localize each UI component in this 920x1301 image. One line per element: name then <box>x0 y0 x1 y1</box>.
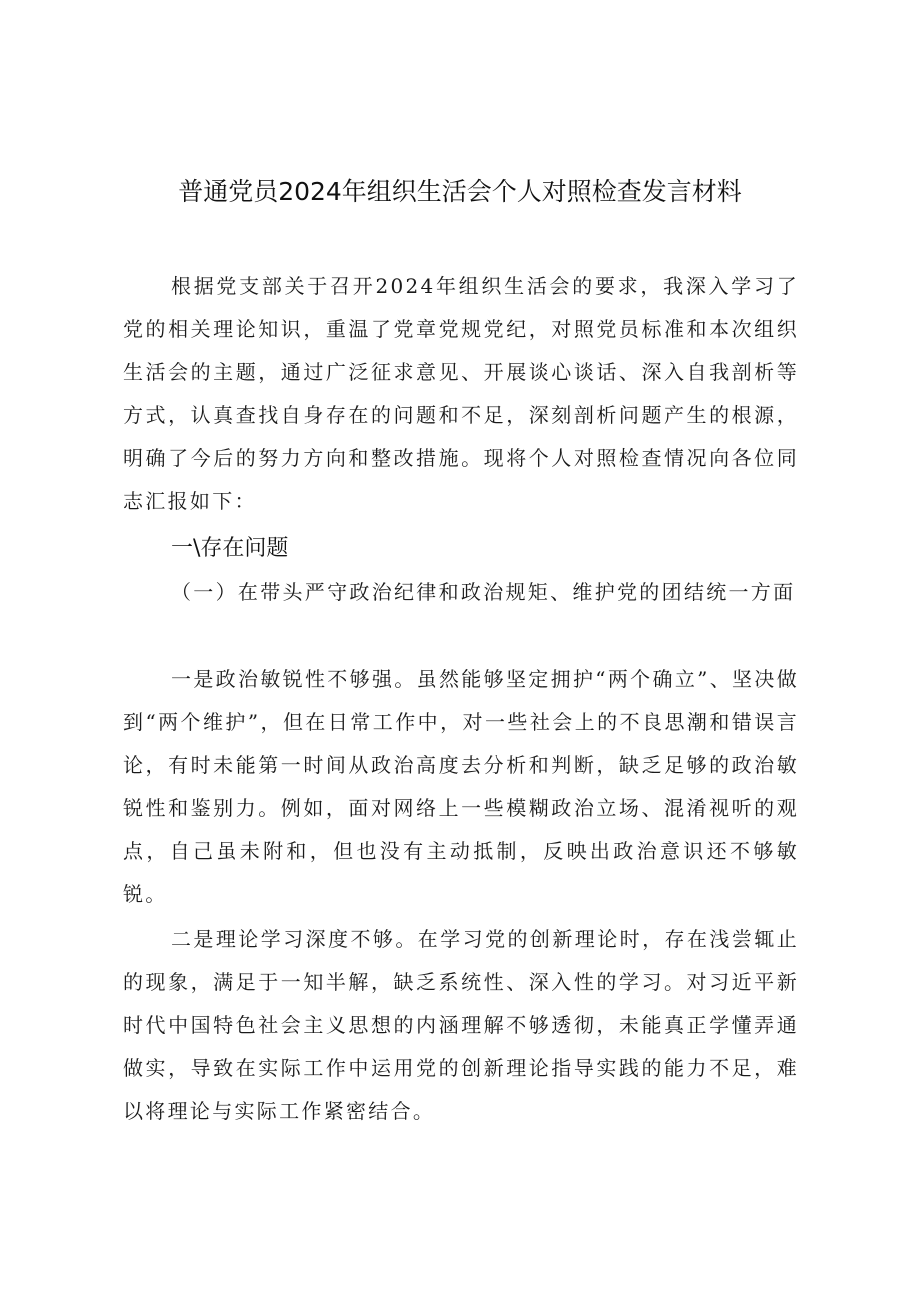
paragraph-political-sensitivity: 一是政治敏锐性不够强。虽然能够坚定拥护“两个确立”、坚决做到“两个维护”，但在日常工作中，对一些社会上的不良思潮和错误言论，有时未能第一时间从政治高度去分析和判断，缺乏足够的政治敏锐性和鉴别力。例如，面对网络上一些模糊政治立场、混淆视听的观点，自己虽未附和，但也没有主动抵制，反映出政治意识还不够敏锐。 <box>123 667 799 906</box>
subsection-heading: （一）在带头严守政治纪律和政治规矩、维护党的团结统一方面 <box>171 580 796 604</box>
paragraph-theory-study: 二是理论学习深度不够。在学习党的创新理论时，存在浅尝辄止的现象，满足于一知半解，缺乏系统性、深入性的学习。对习近平新时代中国特色社会主义思想的内涵理解不够透彻，未能真正学懂弄通做实，导致在实际工作中运用党的创新理论指导实践的能力不足，难以将理论与实际工作紧密结合。 <box>123 927 799 1123</box>
section-heading: 一\存在问题 <box>171 536 289 561</box>
intro-paragraph: 根据党支部关于召开2024年组织生活会的要求，我深入学习了党的相关理论知识，重温了党章党规党纪，对照党员标准和本次组织生活会的主题，通过广泛征求意见、开展谈心谈话、深入自我剖析等方式，认真查找自身存在的问题和不足，深刻剖析问题产生的根源，明确了今后的努力方向和整改措施。现将个人对照检查情况向各位同志汇报如下： <box>123 274 799 513</box>
document-title: 普通党员2024年组织生活会个人对照检查发言材料 <box>178 177 742 206</box>
